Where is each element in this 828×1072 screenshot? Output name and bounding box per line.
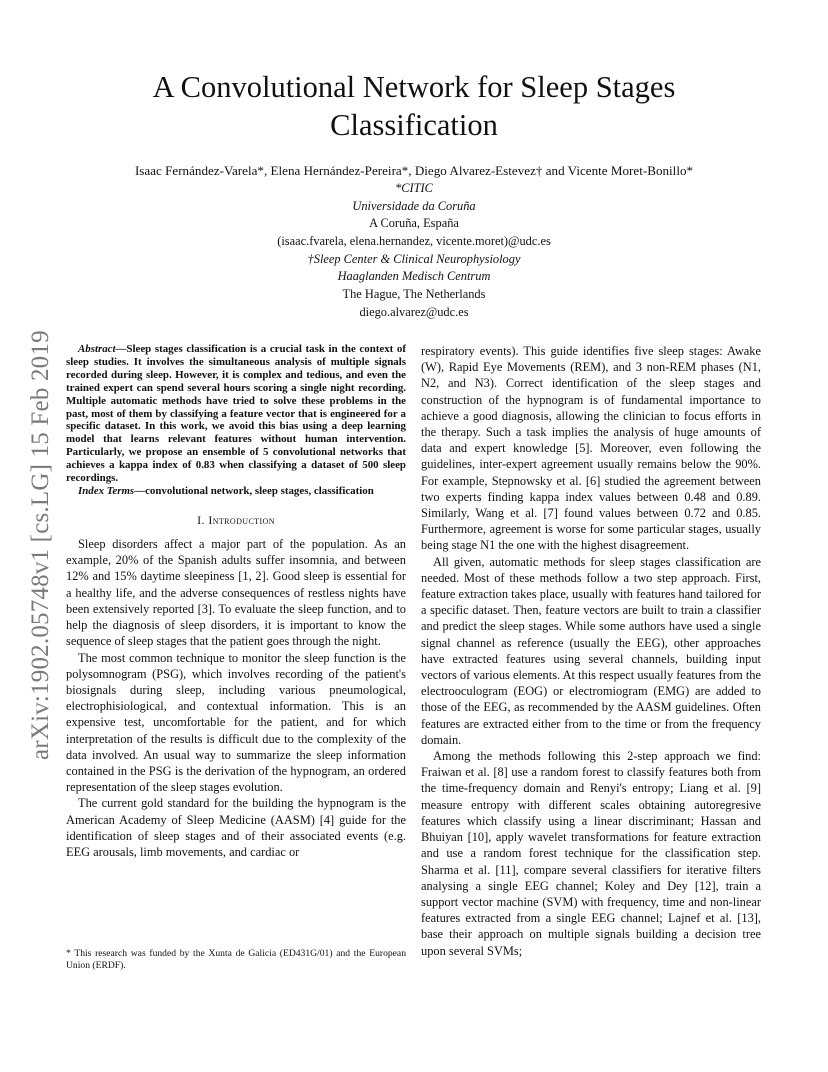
section-title: Introduction	[208, 512, 275, 527]
abstract-text: —Sleep stages classification is a crucial task in the context of sleep studies. It involves the simultaneous analysis of multiple signals recorded during sleep. However, it is complex and tedious, and even the trained expert can spend several hours scoring a single night recording. Multiple automatic methods have tried to solve these problems in the past, most of them by classifying a feature vector that is engineered for a specific dataset. In this work, we avoid this bias using a deep learning model that learns relevant features without human intervention. Particularly, we propose an ensemble of 5 convolutional networks that achieves a kappa index of 0.83 when classifying a dataset of 500 sleep recordings.	[66, 343, 406, 485]
affiliation-5: †Sleep Center & Clinical Neurophysiology	[307, 251, 521, 266]
index-terms-label: Index Terms	[78, 484, 135, 497]
affiliation-2: Universidade da Coruña	[352, 198, 476, 213]
title-line-1: A Convolutional Network for Sleep Stages	[152, 70, 676, 104]
right-column	[421, 343, 761, 959]
intro-paragraph-1: Sleep disorders affect a major part of the population. As an example, 20% of the Spanish adults suffer insomnia, and between 12% and 15% daytime sleepiness [1, 2]. Good sleep is essential for a healthy life, and the adverse consequences of restless nights have been extensively reported [3]. To evaluate the sleep function, and to help the diagnosis of sleep disorders, it is important to know the sequence of sleep stages that the patient goes through the night.	[66, 537, 406, 649]
index-terms	[66, 485, 406, 498]
affiliations	[60, 180, 768, 322]
affiliation-4: (isaac.fvarela, elena.hernandez, vicente.moret)@udc.es	[277, 234, 551, 249]
title-line-2: Classification	[330, 108, 498, 142]
affiliation-6: Haaglanden Medisch Centrum	[337, 269, 491, 284]
affiliation-3: A Coruña, España	[369, 216, 459, 231]
right-paragraph-2: All given, automatic methods for sleep stages classification are needed. Most of these methods follow a two step approach. First, feature extraction takes place, usually with features hand tailored for a specific dataset. Then, feature vectors are built to train a classifier and predict the sleep stages. While some authors have used a single signal channel as reference (usually the EEG), other approaches have extracted features using several channels, building input vectors of various elements. At this respect usually features from the electrooculogram (EOG) or electromiogram (EMG) are added to those of the EEG, as recommended by the AASM guidelines. Often features are extracted either from to the time or from the frequency domain.	[421, 554, 761, 747]
paper-title	[60, 68, 768, 144]
section-number: I.	[197, 512, 205, 527]
right-paragraph-3: Among the methods following this 2-step approach we find: Fraiwan et al. [8] use a random forest to classify features both from the time-frequency domain and Renyi's entropy; Liang et al. [9] measure entropy with different scales obtaining autoregresive features which classify using a linear discriminant; Hassan and Bhuiyan [10], apply wavelet transformations for feature extraction and use a random forest technique for the classification step. Sharma et al. [11], compare several classifiers for iterative filters analysing a single EEG channel; Koley and Dey [12], train a support vector machine (SVM) with frequency, time and non-linear features extracted from a single EEG channel; Lajnef et al. [13], base their approach on multiple signals building a decision tree upon several SVMs;	[421, 749, 761, 958]
footnote: * This research was funded by the Xunta de Galicia (ED431G/01) and the European Union (ERDF).	[66, 948, 406, 971]
affiliation-8: diego.alvarez@udc.es	[359, 304, 469, 319]
arxiv-identifier	[14, 272, 64, 762]
index-terms-text: —convolutional network, sleep stages, classification	[134, 484, 374, 497]
intro-paragraph-2: The most common technique to monitor the sleep function is the polysomnogram (PSG), which involves recording of the patient's biosignals during sleep, including various pneumological, electrophisiological, and contextual information. This is an expensive test, uncomfortable for the patient, and for which interpretation of the results is difficult due to the complexity of the data involved. An usual way to summarize the sleep information contained in the PSG is the derivation of the hypnogram, an ordered representation of the sleep stages evolution.	[66, 650, 406, 795]
affiliation-1: *CITIC	[395, 181, 433, 195]
author-list: Isaac Fernández-Varela*, Elena Hernández-Pereira*, Diego Alvarez-Estevez† and Vicente Moret-Bonillo*	[134, 163, 694, 178]
section-heading	[66, 512, 406, 528]
left-column	[66, 343, 406, 860]
abstract	[66, 343, 406, 485]
arxiv-id-text: arXiv:1902.05748v1 [cs.LG] 15 Feb 2019	[27, 330, 54, 760]
intro-paragraph-3: The current gold standard for the building the hypnogram is the American Academy of Sleep Medicine (AASM) [4] guide for the identification of sleep stages and of their associated events (e.g. EEG arousals, limb movements, and cardiac or	[66, 796, 406, 859]
abstract-label: Abstract	[78, 343, 116, 355]
right-paragraph-1: respiratory events). This guide identifies five sleep stages: Awake (W), Rapid Eye Movements (REM), and 3 non-REM phases (N1, N2, and N3). Correct identification of the sleep stages and construction of the hypnogram is of fundamental importance to achieve a good diagnosis, allowing the clinician to focus efforts in the therapy. Such a task implies the analysis of huge amounts of data and expert knowledge [5]. Moreover, even following the guidelines, inter-expert agreement usually remains below the 90%. For example, Stepnowsky et al. [6] studied the agreement between two experts finding kappa index values between 0.48 and 0.89. Similarly, Wang et al. [7] found values between 0.72 and 0.85. Furthermore, agreement is worse for some particular stages, usually being stage N1 the one with the highest disagreement.	[421, 344, 761, 553]
affiliation-7: The Hague, The Netherlands	[342, 287, 486, 302]
